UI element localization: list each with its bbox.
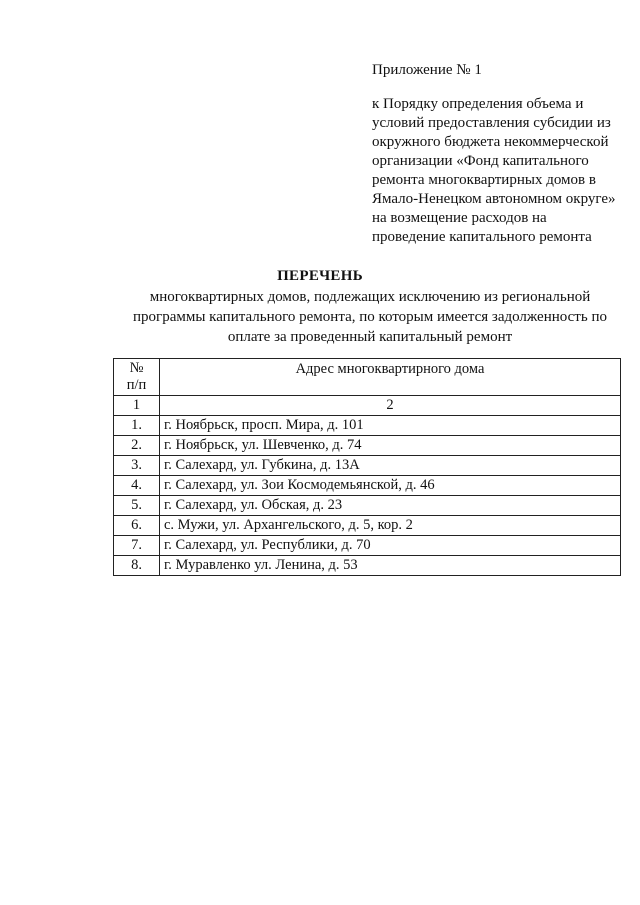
index-cell: 1 [114, 396, 160, 416]
appendix-line: на возмещение расходов на [372, 210, 547, 226]
table-row [114, 496, 621, 516]
number-header-abbrev: п/п [126, 377, 147, 393]
index-cell: 2 [160, 396, 621, 416]
table-row [114, 416, 621, 436]
row-number: 3. [114, 456, 160, 476]
row-address: г. Ноябрьск, ул. Шевченко, д. 74 [160, 436, 621, 456]
appendix-line: организации «Фонд капитального [372, 153, 589, 169]
row-address: г. Салехард, ул. Республики, д. 70 [160, 536, 621, 556]
appendix-line: ремонта многоквартирных домов в [372, 172, 596, 188]
table-index-row [114, 396, 621, 416]
subtitle-line: программы капитального ремонта, по которым имеется задолженность по [133, 309, 607, 325]
row-address: г. Салехард, ул. Зои Космодемьянской, д. 46 [160, 476, 621, 496]
appendix-line: условий предоставления субсидии из [372, 115, 611, 131]
row-address: г. Салехард, ул. Обская, д. 23 [160, 496, 621, 516]
table-row [114, 436, 621, 456]
row-number: 8. [114, 556, 160, 576]
row-number: 5. [114, 496, 160, 516]
appendix-line: проведение капитального ремонта [372, 229, 592, 245]
subtitle-line: оплате за проведенный капитальный ремонт [227, 329, 513, 345]
subtitle-line: многоквартирных домов, подлежащих исключению из региональной [149, 289, 591, 305]
address-column-header: Адрес многоквартирного дома [160, 359, 621, 396]
appendix-line: к Порядку определения объема и [372, 96, 584, 112]
document-subtitle [120, 287, 620, 347]
row-number: 1. [114, 416, 160, 436]
table-row [114, 516, 621, 536]
table-row [114, 556, 621, 576]
number-column-header [114, 359, 160, 396]
row-address: г. Муравленко ул. Ленина, д. 53 [160, 556, 621, 576]
appendix-line: Ямало-Ненецком автономном округе» [372, 191, 616, 207]
appendix-text [372, 95, 632, 247]
table-row [114, 476, 621, 496]
table-header-row [114, 359, 621, 396]
row-number: 6. [114, 516, 160, 536]
row-number: 4. [114, 476, 160, 496]
appendix-title: Приложение № 1 [372, 62, 482, 78]
document-title: ПЕРЕЧЕНЬ [277, 268, 363, 284]
row-address: г. Салехард, ул. Губкина, д. 13А [160, 456, 621, 476]
appendix-line: окружного бюджета некоммерческой [372, 134, 609, 150]
row-number: 2. [114, 436, 160, 456]
row-number: 7. [114, 536, 160, 556]
row-address: г. Ноябрьск, просп. Мира, д. 101 [160, 416, 621, 436]
table-row [114, 456, 621, 476]
address-table [113, 358, 621, 576]
number-header-symbol: № [129, 360, 144, 376]
table-row [114, 536, 621, 556]
row-address: с. Мужи, ул. Архангельского, д. 5, кор. 2 [160, 516, 621, 536]
